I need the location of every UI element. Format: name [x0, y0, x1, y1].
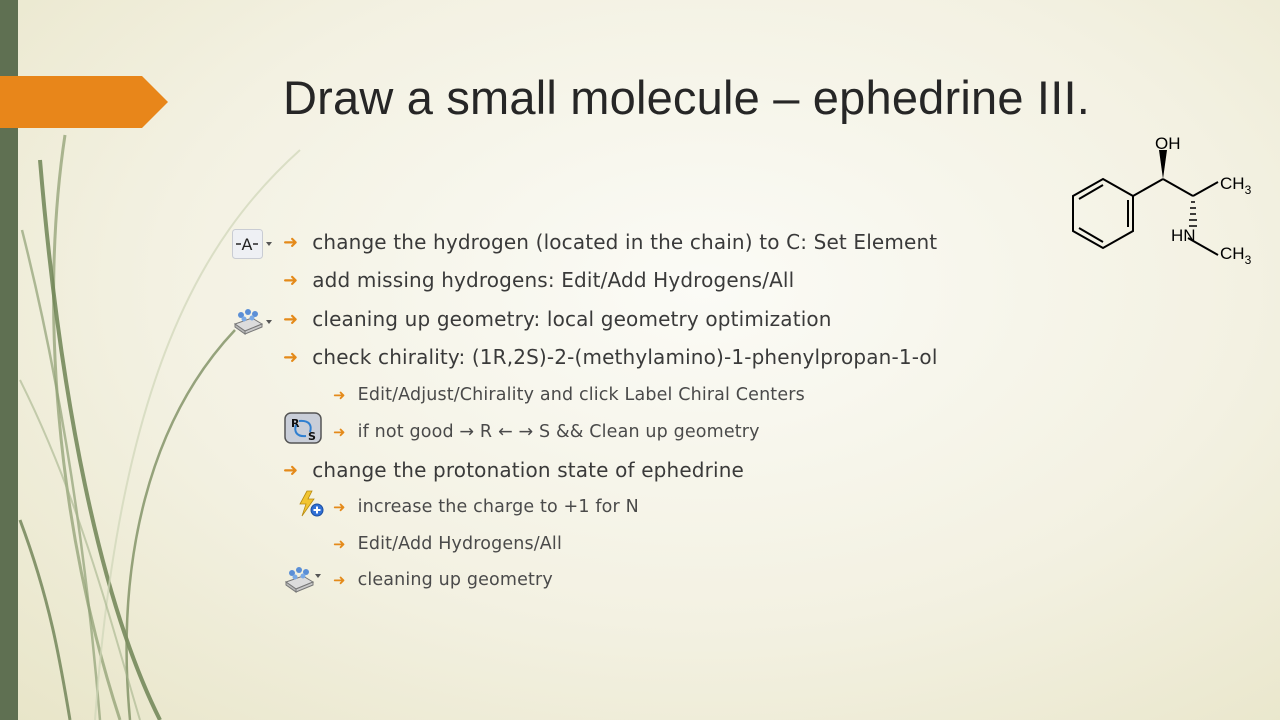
bullet-item [283, 230, 937, 254]
title-accent-arrow [0, 76, 168, 128]
chirality-rs-tool-icon [284, 412, 324, 444]
bullet-item [283, 458, 744, 482]
set-element-tool-icon [232, 229, 276, 259]
bullet-arrow-icon: ➜ [333, 535, 346, 553]
bullet-text: Edit/Adjust/Chirality and click Label Chiral Centers [357, 385, 805, 405]
bullet-text: Edit/Add Hydrogens/All [357, 534, 562, 554]
bullet-text: change the protonation state of ephedrine [312, 458, 745, 482]
bullet-arrow-icon: ➜ [333, 423, 346, 441]
bullet-arrow-icon: ➜ [333, 498, 346, 516]
bullet-item [283, 268, 794, 292]
increase-charge-tool-icon [297, 490, 325, 518]
sub-bullet-item [333, 385, 805, 405]
bullet-text: add missing hydrogens: Edit/Add Hydrogens/All [312, 268, 795, 292]
bullet-item [283, 345, 938, 369]
bullet-arrow-icon: ➜ [333, 571, 346, 589]
ch3-top-label: $CH_3$ [1220, 174, 1252, 197]
bullet-text: if not good → R ← → S && Clean up geometry [357, 422, 760, 442]
svg-text:A: A [241, 235, 253, 254]
bullet-arrow-icon: ➜ [283, 231, 299, 253]
svg-text:S: S [308, 430, 316, 443]
sub-bullet-item [333, 497, 639, 517]
bullet-text: check chirality: (1R,2S)-2-(methylamino)-1-phenylpropan-1-ol [312, 345, 938, 369]
sub-bullet-item [333, 422, 760, 442]
bullet-item [283, 307, 832, 331]
sub-bullet-item [333, 534, 562, 554]
clean-geometry-tool-icon [232, 306, 276, 336]
ch3-bottom-label: $CH_3$ [1220, 244, 1252, 267]
bullet-text: change the hydrogen (located in the chain) to C: Set Element [312, 230, 938, 254]
bullet-text: cleaning up geometry [357, 570, 553, 590]
slide-title: Draw a small molecule – ephedrine III. [283, 71, 1090, 124]
bullet-text: cleaning up geometry: local geometry optimization [312, 307, 832, 331]
oh-label: OH [1155, 134, 1181, 153]
clean-geometry-tool-icon-2 [283, 564, 327, 594]
bullet-arrow-icon: ➜ [283, 308, 299, 330]
bullet-arrow-icon: ➜ [283, 269, 299, 291]
ephedrine-structure-diagram [1060, 130, 1265, 270]
sub-bullet-item [333, 570, 553, 590]
svg-text:R: R [291, 417, 300, 430]
bullet-text: increase the charge to +1 for N [357, 497, 639, 517]
bullet-arrow-icon: ➜ [283, 346, 299, 368]
hn-label: HN [1171, 226, 1196, 245]
bullet-arrow-icon: ➜ [333, 386, 346, 404]
bullet-arrow-icon: ➜ [283, 459, 299, 481]
